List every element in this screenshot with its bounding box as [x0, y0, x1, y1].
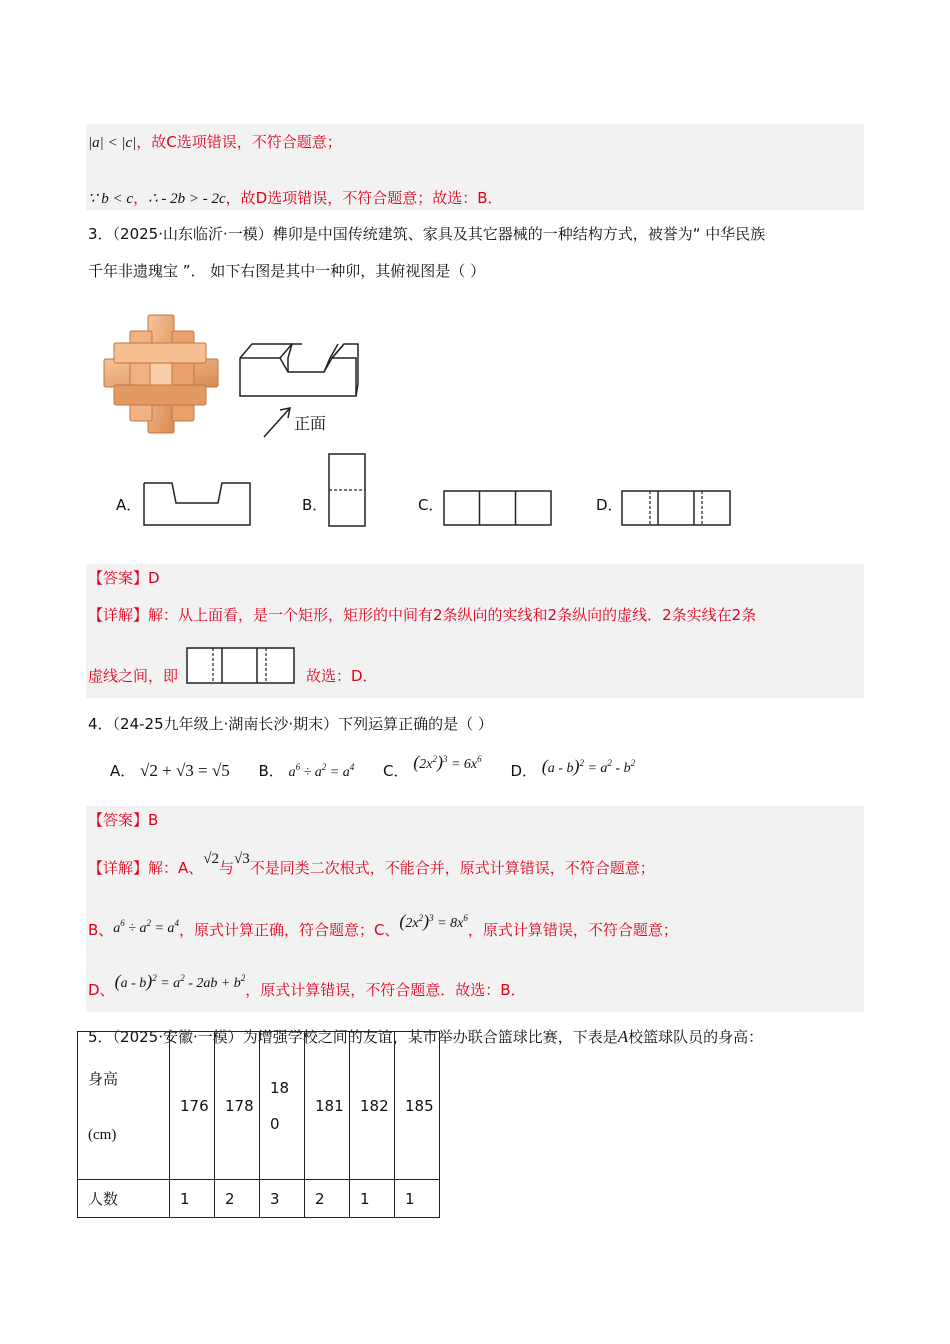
- q3-option-c-figure: [443, 490, 553, 528]
- q4-opt-d-label: D．: [510, 762, 537, 780]
- q3-option-a-figure: [142, 481, 252, 527]
- d2-c: ，原式计算错误，不符合题意；: [467, 921, 678, 939]
- q4-opt-a-expr: √2 + √3 = √5: [140, 761, 230, 780]
- height-cell: 181: [305, 1032, 350, 1180]
- q3-detail-line-2a: 虚线之间，即: [88, 667, 179, 685]
- sqrt2: √2: [203, 851, 220, 867]
- q3-option-d-figure: [621, 490, 733, 528]
- wooden-burr-puzzle-image: [100, 313, 222, 435]
- d2-a: B、: [88, 921, 114, 939]
- count-cell: 2: [305, 1180, 350, 1218]
- q4-opt-c-label: C．: [383, 762, 409, 780]
- height-cell: 176: [170, 1032, 215, 1180]
- q3-option-b-label: B．: [302, 496, 328, 514]
- sep: ，: [133, 189, 149, 207]
- d1-a: 解：A、: [148, 859, 204, 877]
- header-height-unit: (cm): [88, 1126, 117, 1143]
- q3-detail-inline-figure: [186, 647, 296, 685]
- q3-detail-line-2b: 故选：D．: [306, 667, 378, 685]
- q3-detail-line-1: [88, 605, 756, 625]
- q4-opt-b-expr: $a^6 \div a^2 = a^4$: [288, 762, 355, 780]
- q2-line-1: [88, 132, 342, 153]
- q4-opt-d-expr: $(a - b)^2 = a^2 - b^2$: [541, 756, 636, 776]
- q4-detail-line-1: [88, 851, 655, 879]
- d3-a: D、: [88, 981, 115, 999]
- b-lt-c: ∵ b < c: [88, 191, 134, 207]
- q3-option-b-figure: [328, 453, 368, 528]
- d1-b: 与: [219, 859, 235, 877]
- q4-detail-line-3: [88, 971, 526, 1002]
- q3-stem-line-1: 3．（2025·山东临沂·一模）榫卯是中国传统建筑、家具及其它器械的一种结构方式，被誉为“ 中华民族: [88, 225, 766, 243]
- q5-stem-var: A: [617, 1027, 629, 1046]
- d2-b: ，原式计算正确，符合题意；C、: [178, 921, 400, 939]
- table-row: [78, 1032, 440, 1180]
- d2-expr-c: $(2x^2)^3 = 8x^6$: [399, 911, 468, 931]
- abs-inequality: |a| < |c|: [88, 135, 137, 151]
- d1-c: 不是同类二次根式，不能合并，原式计算错误，不符合题意；: [249, 859, 655, 877]
- count-cell: 1: [350, 1180, 395, 1218]
- neg2b-gt-neg2c: ∴ - 2b > - 2c: [148, 191, 226, 207]
- q2-line-2: [88, 188, 503, 209]
- height-cell: 185: [395, 1032, 440, 1180]
- q2-line-1-text: ，故C选项错误，不符合题意；: [136, 133, 342, 151]
- d2-expr-b: $a^6 \div a^2 = a^4$: [113, 918, 179, 936]
- count-cell: 1: [170, 1180, 215, 1218]
- q5-stem-a: 5．（2025·安徽·一模）为增强学校之间的友谊，某市举办联合篮球比赛，下表是: [88, 1028, 618, 1046]
- row-header-height: [78, 1032, 170, 1180]
- detail-text: 解：从上面看，是一个矩形，矩形的中间有2条纵向的实线和2条纵向的虚线．2条实线在2条: [148, 606, 757, 624]
- q4-answer: 【答案】B: [88, 811, 159, 829]
- q2-line-2-text: ，故D选项错误，不符合题意；故选：B．: [225, 189, 503, 207]
- q3-answer: 【答案】D: [88, 569, 160, 587]
- q3-stem-line-2: 千年非遗瑰宝 ”． 如下右图是其中一种卯，其俯视图是（ ）: [88, 262, 486, 280]
- height-cell: 182: [350, 1032, 395, 1180]
- q4-opt-b-label: B．: [258, 762, 284, 780]
- q4-stem: 4．（24-25九年级上·湖南长沙·期末）下列运算正确的是（ ）: [88, 715, 493, 733]
- height-table: [77, 1031, 440, 1218]
- d3-expr: $(a - b)^2 = a^2 - 2ab + b^2$: [114, 971, 246, 991]
- sqrt3: √3: [234, 851, 250, 867]
- count-cell: 2: [215, 1180, 260, 1218]
- height-cell: 18 0: [260, 1032, 305, 1180]
- detail-label: 【详解】: [88, 859, 149, 877]
- d3-b: ，原式计算错误，不符合题意．故选：B．: [245, 981, 526, 999]
- q3-option-c-label: C．: [418, 496, 444, 514]
- table-row: [78, 1180, 440, 1218]
- count-cell: 3: [260, 1180, 305, 1218]
- q4-opt-c-expr: $(2x^2)^3 = 6x^6$: [413, 752, 482, 772]
- front-label: 正面: [294, 414, 327, 433]
- q3-option-a-label: A．: [116, 496, 142, 514]
- detail-label: 【详解】: [88, 606, 149, 624]
- row-header-count: 人数: [78, 1180, 170, 1218]
- count-cell: 1: [395, 1180, 440, 1218]
- header-height-label: 身高: [88, 1069, 119, 1088]
- q4-options: [110, 752, 636, 783]
- q5-stem-b: 校篮球队员的身高：: [628, 1028, 764, 1046]
- q3-option-d-label: D．: [596, 496, 623, 514]
- height-cell: 178: [215, 1032, 260, 1180]
- q4-detail-line-2: [88, 911, 678, 942]
- q4-opt-a-label: A．: [110, 762, 136, 780]
